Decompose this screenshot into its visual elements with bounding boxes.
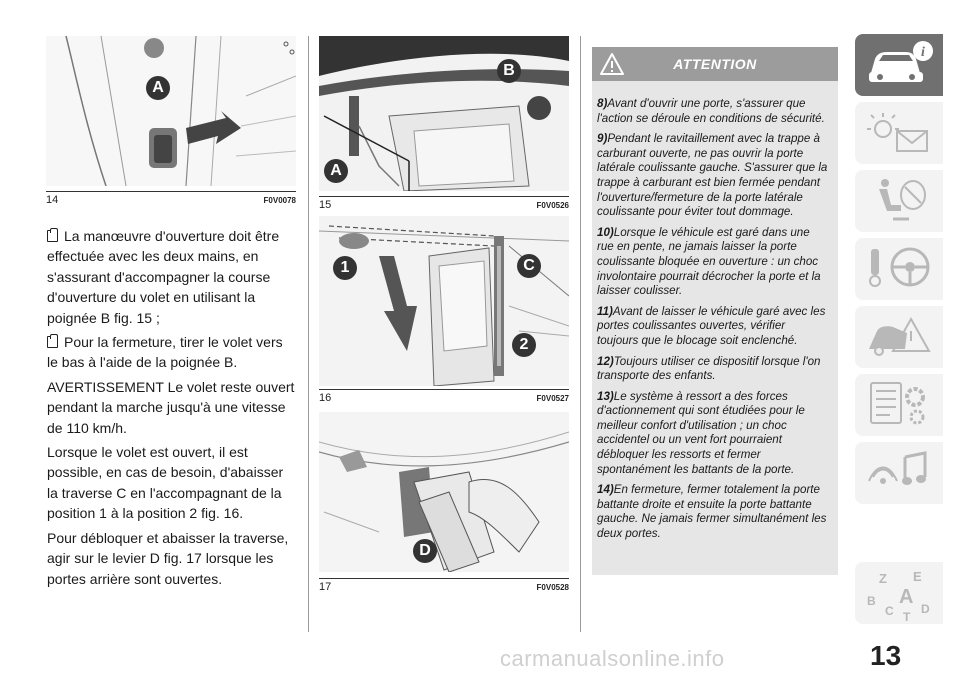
callout-b-label: B — [503, 62, 515, 79]
attention-item — [597, 97, 829, 126]
item-number: 10) — [597, 225, 614, 239]
item-text: Toujours utiliser ce dispositif lorsque l'on transporte des enfants. — [597, 354, 821, 383]
figure-number: 15 — [319, 199, 332, 211]
figure-code: F0V0526 — [536, 201, 569, 210]
main-text — [47, 226, 297, 593]
figure-14-illustration — [46, 36, 296, 186]
callout-1-label: 1 — [340, 259, 350, 276]
figure-number: 17 — [319, 581, 332, 593]
attention-item — [597, 483, 829, 541]
index-letter: Z — [879, 571, 887, 586]
sidebar-tab-warning-lights[interactable] — [855, 102, 943, 164]
figure-17-caption — [319, 578, 569, 593]
index-letter: T — [903, 610, 911, 621]
attention-header — [592, 47, 838, 81]
item-text: Avant de laisser le véhicule garé avec les portes coulissantes ouvertes, vérifier toujours que le blocage soit enclenché. — [597, 304, 826, 347]
figure-14 — [46, 36, 296, 186]
index-letter: C — [885, 604, 894, 618]
sidebar-tab-multimedia[interactable] — [855, 442, 943, 504]
attention-item — [597, 226, 829, 299]
sidebar-tab-settings[interactable] — [855, 374, 943, 436]
warning-paragraph: AVERTISSEMENT Le volet reste ouvert pendant la marche jusqu'à une vitesse de 110 km/h. — [47, 378, 295, 436]
sidebar-tab-accident[interactable] — [855, 306, 943, 368]
figure-code: F0V0078 — [263, 196, 296, 205]
watermark: carmanualsonline.info — [500, 646, 725, 671]
bullet-icon — [47, 230, 58, 242]
attention-item — [597, 355, 829, 384]
bullet-icon — [47, 336, 58, 348]
figure-15-illustration — [319, 36, 569, 191]
index-letter: A — [899, 586, 914, 608]
callout-d — [413, 539, 437, 563]
figure-code: F0V0528 — [536, 583, 569, 592]
callout-c-label: C — [523, 257, 535, 274]
callout-1 — [333, 256, 357, 280]
item-text: Le système à ressort a des forces d'actionnement qui sont étudiées pour le meilleur confort d'utilisation ; un choc accidentel ou un vent fort pourraient débloquer les ressorts et fermer spontanément les battants de la porte. — [597, 389, 805, 476]
figure-16-caption — [319, 389, 569, 404]
item-text: En fermeture, fermer totalement la porte battante droite et ensuite la porte battante gauche. Ne jamais fermer simultanément les deux portes. — [597, 483, 827, 541]
callout-2-label: 2 — [519, 336, 529, 353]
figure-16 — [319, 216, 569, 386]
item-text: Avant d'ouvrir une porte, s'assurer que l'action se déroule en conditions de sécurité. — [597, 97, 825, 125]
index-letter: E — [913, 569, 922, 584]
callout-a-label: A — [152, 79, 164, 96]
car-accident-icon — [865, 311, 935, 361]
page-number: 13 — [870, 640, 902, 671]
sidebar-tab-steering[interactable] — [855, 238, 943, 300]
bullet-item — [47, 226, 297, 328]
figure-number: 14 — [46, 194, 59, 206]
item-text: Lorsque le véhicule est garé dans une rue en pente, ne jamais laisser la porte coulissante bloquée en ouverture : un choc involontaire pourrait décrocher la porte et la laisser coulisser. — [597, 225, 821, 298]
svg-text:i: i — [921, 45, 925, 60]
figure-17 — [319, 412, 569, 572]
attention-list — [597, 97, 829, 548]
item-number: 13) — [597, 389, 614, 403]
paragraph: Lorsque le volet est ouvert, il est possible, en cas de besoin, d'abaisser la traverse C en l'accompagnant de la position 1 à la position 2 fig. 16. — [47, 444, 284, 522]
settings-list-icon — [865, 379, 935, 429]
figure-code: F0V0527 — [536, 394, 569, 403]
callout-a — [324, 159, 348, 183]
seat-airbag-icon — [865, 175, 935, 225]
figure-15-caption — [319, 196, 569, 211]
sidebar-tab-index[interactable] — [855, 562, 943, 624]
callout-b — [497, 59, 521, 83]
item-number: 8) — [597, 97, 608, 110]
item-number: 9) — [597, 132, 608, 146]
attention-title: ATTENTION — [673, 56, 757, 72]
index-letter: B — [867, 594, 876, 608]
item-number: 11) — [597, 304, 613, 318]
column-divider — [308, 36, 309, 632]
bullet-item — [47, 332, 297, 373]
item-number: 14) — [597, 483, 614, 497]
multimedia-icon — [865, 447, 935, 497]
figure-14-caption — [46, 191, 296, 206]
callout-a-label: A — [330, 162, 342, 179]
callout-2 — [512, 333, 536, 357]
item-text: Pendant le ravitaillement avec la trappe à carburant ouverte, ne pas ouvrir la porte latérale coulissante gauche. S'assurer que la trappe à carburant est bien fermée pendant l'ouverture/fermeture de la porte latérale coulissante pour éviter tout dommage. — [597, 132, 828, 219]
paragraph: Pour débloquer et abaisser la traverse, agir sur le levier D fig. 17 lorsque les portes arrière sont ouvertes. — [47, 529, 289, 587]
bullet-text: Pour la fermeture, tirer le volet vers le bas à l'aide de la poignée B. — [47, 334, 283, 371]
item-number: 12) — [597, 354, 614, 368]
attention-item — [597, 390, 829, 478]
warning-lights-icon — [865, 107, 935, 157]
index-letter: D — [921, 602, 930, 616]
attention-box — [592, 47, 838, 575]
column-divider — [580, 36, 581, 632]
car-info-icon — [865, 39, 935, 89]
figure-16-illustration — [319, 216, 569, 386]
sidebar-tab-car-info[interactable] — [855, 34, 943, 96]
figure-15 — [319, 36, 569, 191]
attention-item — [597, 305, 829, 349]
callout-a — [146, 76, 170, 100]
steering-wheel-icon — [865, 243, 935, 293]
sidebar-tab-seat-airbag[interactable] — [855, 170, 943, 232]
bullet-text: La manœuvre d'ouverture doit être effectuée avec les deux mains, en s'assurant d'accompagner la course d'ouverture du volet en utilisant la poignée B fig. 15 ; — [47, 228, 280, 326]
index-letters-icon — [865, 567, 935, 621]
callout-c — [517, 254, 541, 278]
figure-17-illustration — [319, 412, 569, 572]
figure-number: 16 — [319, 392, 332, 404]
callout-d-label: D — [419, 542, 431, 559]
attention-item — [597, 132, 829, 220]
